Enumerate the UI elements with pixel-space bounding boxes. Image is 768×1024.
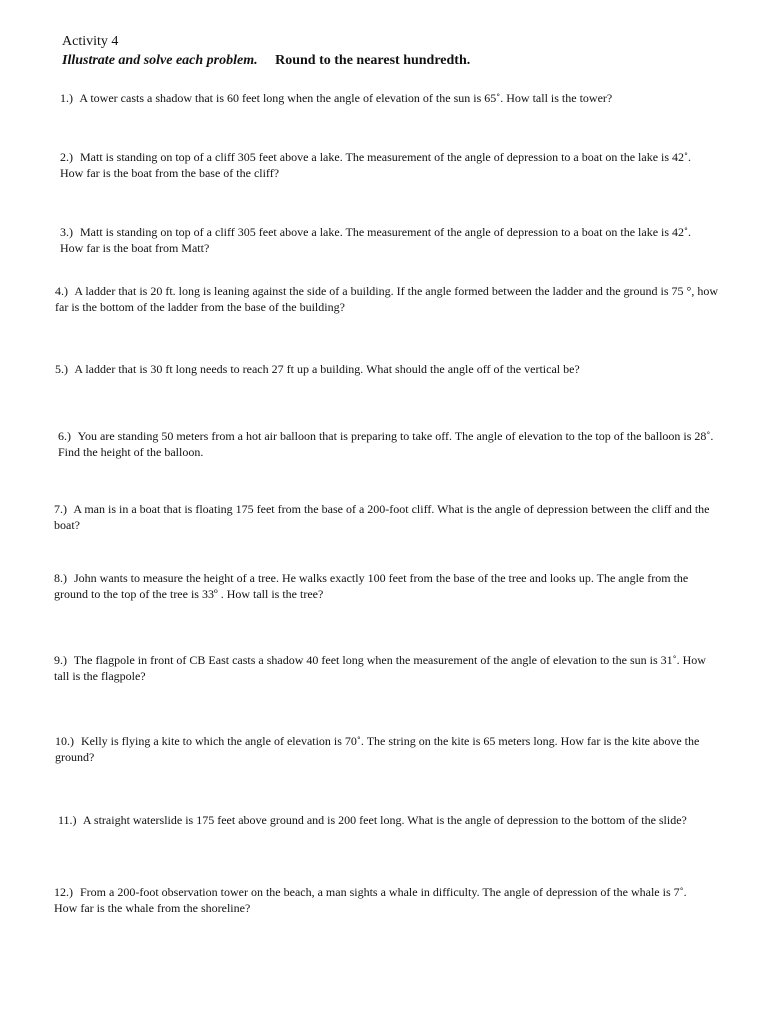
problem-11 — [58, 813, 718, 829]
problem-8 — [54, 571, 714, 602]
instruction-illustrate: Illustrate and solve each problem. — [62, 53, 258, 68]
problem-number: 3.) — [60, 225, 73, 239]
problem-number: 1.) — [60, 91, 73, 105]
problem-number: 11.) — [58, 813, 77, 827]
problem-text: Matt is standing on top of a cliff 305 feet above a lake. The measurement of the angle of depression to a boat on the lake is 42˚. How far is the boat from the base of the cliff? — [60, 150, 692, 180]
problem-12 — [54, 885, 704, 916]
problem-text: A man is in a boat that is floating 175 feet from the base of a 200-foot cliff. What is the angle of depression between the cliff and the boat? — [54, 502, 710, 532]
instructions — [62, 52, 470, 70]
problem-number: 10.) — [55, 734, 74, 748]
problem-number: 9.) — [54, 653, 67, 667]
problem-text: A tower casts a shadow that is 60 feet long when the angle of elevation of the sun is 65˚. How tall is the tower? — [79, 91, 613, 105]
problem-number: 12.) — [54, 885, 73, 899]
instruction-round: Round to the nearest hundredth. — [275, 53, 471, 68]
problem-10 — [55, 734, 720, 765]
problem-text: From a 200-foot observation tower on the beach, a man sights a whale in difficulty. The angle of depression of the whale is 7˚. How far is the whale from the shoreline? — [54, 885, 687, 915]
problem-number: 6.) — [58, 429, 71, 443]
problem-text: Kelly is flying a kite to which the angle of elevation is 70˚. The string on the kite is 65 meters long. How far is the kite above the ground? — [55, 734, 700, 764]
activity-title: Activity 4 — [62, 34, 119, 49]
problem-number: 4.) — [55, 284, 68, 298]
problem-7 — [54, 502, 714, 533]
problem-1 — [60, 91, 720, 107]
problem-text: John wants to measure the height of a tree. He walks exactly 100 feet from the base of the tree and looks up. The angle from the ground to the top of the tree is 33º . How tall is the tree? — [54, 571, 689, 601]
problem-number: 8.) — [54, 571, 67, 585]
problem-text: Matt is standing on top of a cliff 305 feet above a lake. The measurement of the angle of depression to a boat on the lake is 42˚. How far is the boat from Matt? — [60, 225, 692, 255]
problem-6 — [58, 429, 718, 460]
problem-text: The flagpole in front of CB East casts a shadow 40 feet long when the measurement of the angle of elevation to the sun is 31˚. How tall is the flagpole? — [54, 653, 706, 683]
problem-3 — [60, 225, 715, 256]
problem-number: 5.) — [55, 362, 68, 376]
problem-4 — [55, 284, 720, 315]
problem-text: A ladder that is 20 ft. long is leaning against the side of a building. If the angle formed between the ladder and the ground is 75 °, how far is the bottom of the ladder from the base of the building? — [55, 284, 718, 314]
problem-number: 7.) — [54, 502, 67, 516]
problem-text: A straight waterslide is 175 feet above ground and is 200 feet long. What is the angle of depression to the bottom of the slide? — [82, 813, 687, 827]
problem-text: A ladder that is 30 ft long needs to reach 27 ft up a building. What should the angle off of the vertical be? — [74, 362, 580, 376]
problem-2 — [60, 150, 715, 181]
problem-9 — [54, 653, 719, 684]
problem-5 — [55, 362, 720, 378]
problem-number: 2.) — [60, 150, 73, 164]
problem-text: You are standing 50 meters from a hot air balloon that is preparing to take off. The angle of elevation to the top of the balloon is 28˚. Find the height of the balloon. — [58, 429, 714, 459]
